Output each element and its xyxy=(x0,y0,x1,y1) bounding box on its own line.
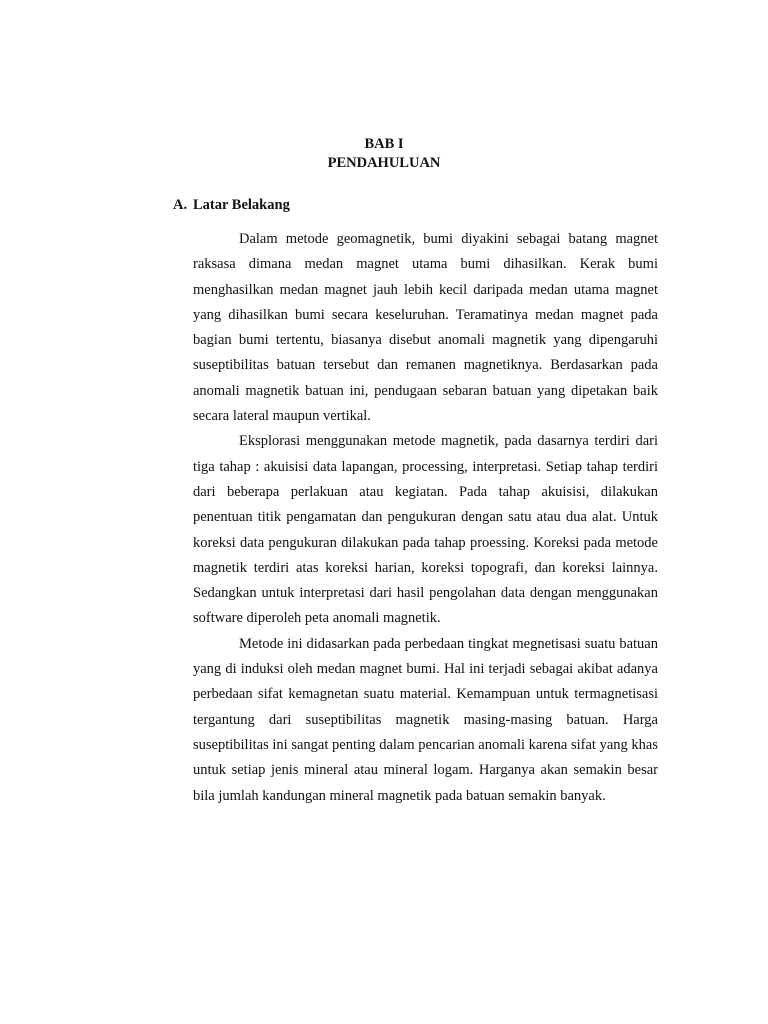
paragraph: Dalam metode geomagnetik, bumi diyakini sebagai batang magnet raksasa dimana medan magnet utama bumi dihasilkan. Kerak bumi menghasilkan medan magnet jauh lebih kecil daripada medan utama magnet yang dihasilkan bumi secara keseluruhan. Teramatinya medan magnet pada bagian bumi tertentu, biasanya disebut anomali magnetik yang dipengaruhi suseptibilitas batuan tersebut dan remanen magnetiknya. Berdasarkan pada anomali magnetik batuan ini, pendugaan sebaran batuan yang dipetakan baik secara lateral maupun vertikal. xyxy=(193,231,658,425)
section-heading xyxy=(173,196,290,215)
chapter-title: PENDAHULUAN xyxy=(327,155,441,171)
section-title: Latar Belakang xyxy=(193,197,290,213)
paragraph: Metode ini didasarkan pada perbedaan tingkat megnetisasi suatu batuan yang di induksi oleh medan magnet bumi. Hal ini terjadi sebagai akibat adanya perbedaan sifat kemagnetan suatu material. Kemampuan untuk termagnetisasi tergantung dari suseptibilitas magnetik masing-masing batuan. Harga suseptibilitas ini sangat penting dalam pencarian anomali karena sifat yang khas untuk setiap jenis mineral atau mineral logam. Harganya akan semakin besar bila jumlah kandungan mineral magnetik pada batuan semakin banyak. xyxy=(193,635,658,804)
paragraph: Eksplorasi menggunakan metode magnetik, pada dasarnya terdiri dari tiga tahap : akuisisi data lapangan, processing, interpretasi. Setiap tahap terdiri dari beberapa perlakuan atau kegiatan. Pada tahap akuisisi, dilakukan penentuan titik pengamatan dan pengukuran dengan satu atau dua alat. Untuk koreksi data pengukuran dilakukan pada tahap proessing. Koreksi pada metode magnetik terdiri atas koreksi harian, koreksi topografi, dan koreksi lainnya. Sedangkan untuk interpretasi dari hasil pengolahan data dengan menggunakan software diperoleh peta anomali magnetik. xyxy=(193,433,658,627)
section-number: A. xyxy=(173,197,188,213)
chapter-heading xyxy=(0,135,768,173)
body-text xyxy=(193,227,658,809)
chapter-label: BAB I xyxy=(364,136,404,152)
